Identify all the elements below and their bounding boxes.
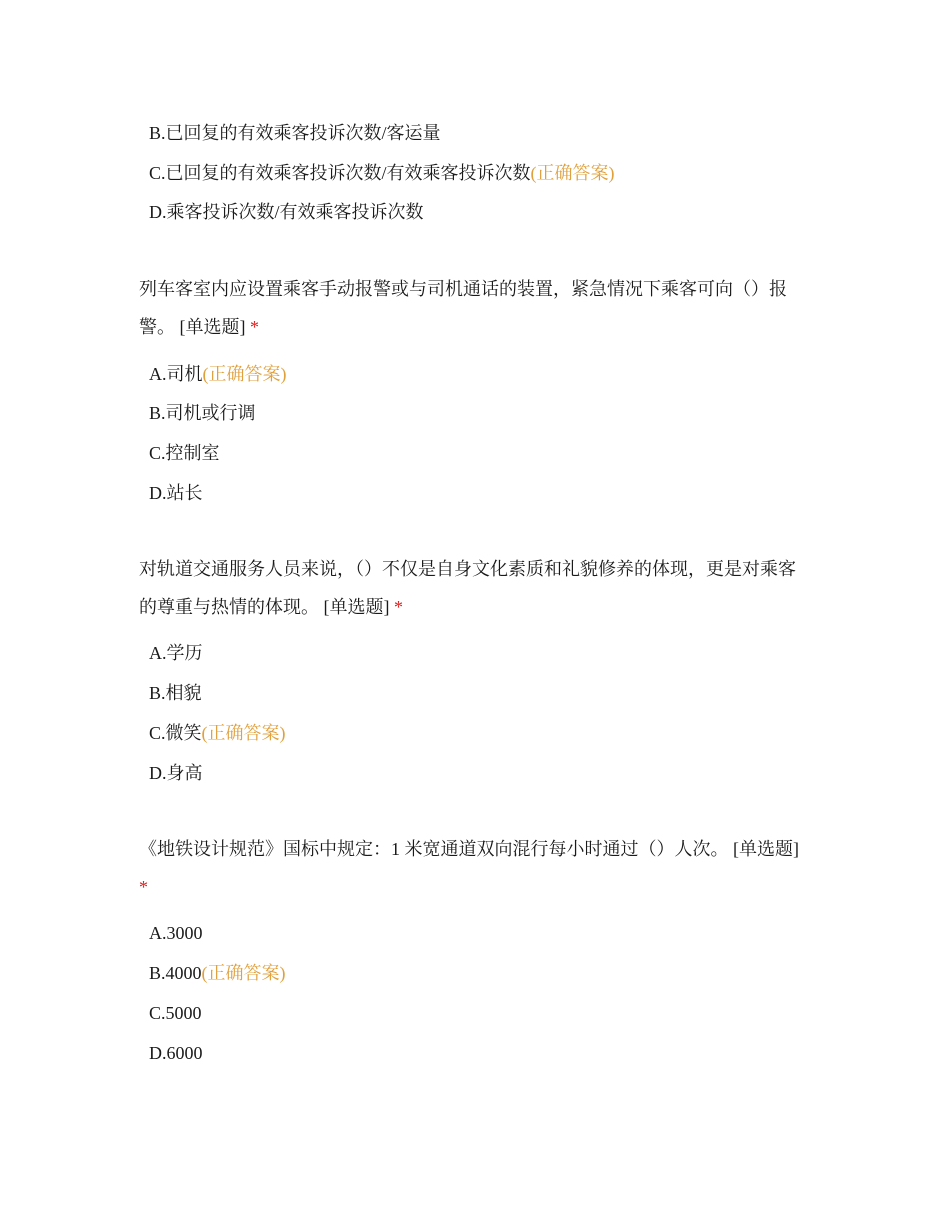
option-text: C.5000 — [149, 1003, 202, 1023]
question-stem — [139, 550, 809, 626]
option-text: C.微笑 — [149, 723, 202, 743]
option-text: B.已回复的有效乘客投诉次数/客运量 — [149, 123, 441, 143]
question-text: 列车客室内应设置乘客手动报警或与司机通话的装置，紧急情况下乘客可向（）报警。 — [139, 279, 787, 337]
question-text: 对轨道交通服务人员来说，（）不仅是自身文化素质和礼貌修养的体现，更是对乘客的尊重与热情的体现。 — [139, 559, 796, 617]
option-text: A.司机 — [149, 364, 203, 384]
option-text: B.司机或行调 — [149, 403, 256, 423]
option-c — [149, 1001, 202, 1025]
option-d — [149, 761, 203, 785]
required-mark: * — [250, 317, 259, 337]
option-text: D.乘客投诉次数/有效乘客投诉次数 — [149, 202, 424, 222]
option-a — [149, 362, 287, 386]
option-text: D.身高 — [149, 763, 203, 783]
correct-answer-mark: (正确答案) — [201, 963, 286, 983]
option-b — [149, 121, 441, 145]
option-c — [149, 161, 615, 185]
question-text: 《地铁设计规范》国标中规定：1 米宽通道双向混行每小时通过（）人次。 — [139, 839, 729, 859]
option-b — [149, 681, 202, 705]
question-stem — [139, 270, 809, 346]
option-text: B.4000 — [149, 963, 202, 983]
option-c — [149, 441, 220, 465]
option-text: D.6000 — [149, 1043, 203, 1063]
question-stem — [139, 830, 809, 906]
option-text: A.3000 — [149, 923, 203, 943]
option-a — [149, 641, 203, 665]
correct-answer-mark: (正确答案) — [202, 364, 287, 384]
option-text: C.控制室 — [149, 443, 220, 463]
question-type-label: [单选题] — [733, 839, 799, 859]
required-mark: * — [139, 877, 148, 897]
option-b — [149, 401, 256, 425]
option-b — [149, 961, 286, 985]
option-text: B.相貌 — [149, 683, 202, 703]
question-type-label: [单选题] — [179, 317, 246, 337]
option-c — [149, 721, 286, 745]
question-type-label: [单选题] — [323, 597, 390, 617]
option-text: C.已回复的有效乘客投诉次数/有效乘客投诉次数 — [149, 163, 531, 183]
required-mark: * — [394, 597, 403, 617]
option-d — [149, 1041, 203, 1065]
option-text: D.站长 — [149, 483, 203, 503]
option-a — [149, 921, 203, 945]
option-d — [149, 200, 424, 224]
option-d — [149, 481, 203, 505]
option-text: A.学历 — [149, 643, 203, 663]
correct-answer-mark: (正确答案) — [201, 723, 286, 743]
correct-answer-mark: (正确答案) — [530, 163, 615, 183]
